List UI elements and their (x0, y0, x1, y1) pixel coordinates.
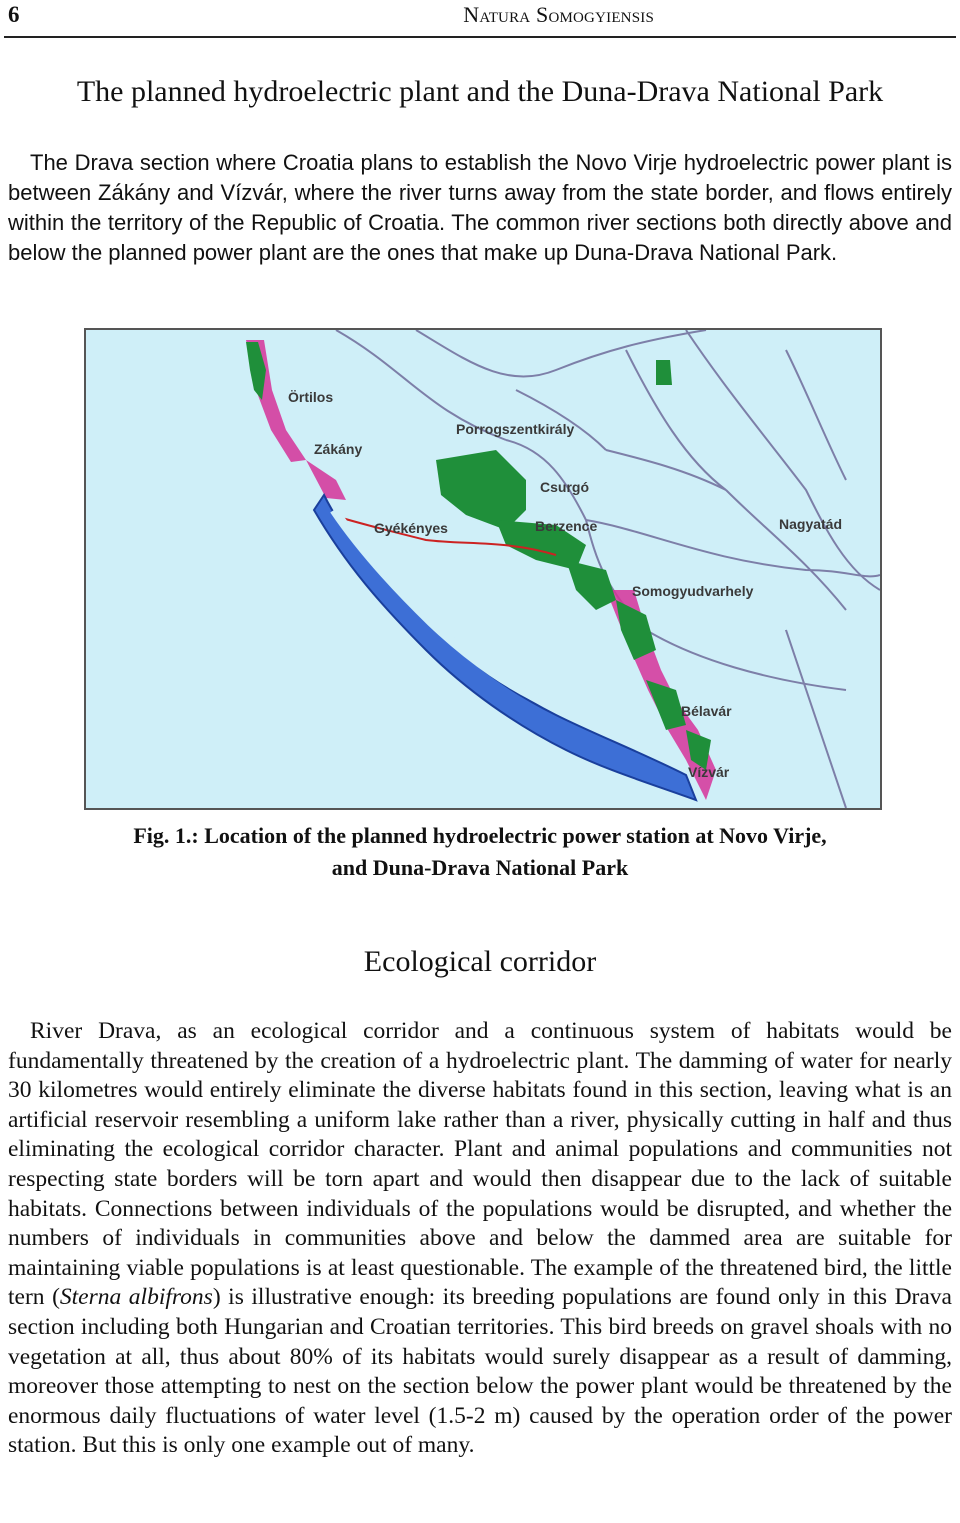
paragraph-ecological-corridor (8, 1017, 952, 1461)
paragraph-text-part-2: ) is illustrative enough: its breeding populations are found only in this Drava section including both Hungarian and Croatian territories. This bird breeds on gravel shoals with no vegetation at all, thus about 80% of its habitats would surely disappear as a result of damming, moreover those attempting to nest on the section below the power plant would be threatened by the enormous daily fluctuations of water level (1.5-2 m) caused by the operation order of the power station. But this is only one example out of many. (8, 1284, 952, 1459)
page-number: 6 (8, 2, 20, 27)
section-title-hydroelectric: The planned hydroelectric plant and the Duna-Drava National Park (76, 75, 884, 108)
map-label-belavar: Bélavár (681, 703, 732, 719)
map-label-porrogszentkiraly: Porrogszentkirály (456, 421, 575, 437)
map-label-zakany: Zákány (314, 441, 363, 457)
species-name: Sterna albifrons (59, 1284, 213, 1311)
map-label-gyekenyes: Gyékényes (374, 520, 448, 536)
map-svg (86, 330, 880, 808)
map-label-somogyudvarhely: Somogyudvarhely (632, 583, 754, 599)
section-title-ecological-corridor: Ecological corridor (363, 945, 597, 978)
page-header (0, 0, 960, 36)
map-label-berzence: Berzence (535, 518, 598, 534)
map-label-vizvar: Vízvár (688, 764, 730, 780)
paragraph-drava-section: The Drava section where Croatia plans to establish the Novo Virje hydroelectric power plant is between Zákány and Vízvár, where the river turns away from the state border, and flows entirely within the territory of the Republic of Croatia. The common river sections both directly above and below the planned power plant are the ones that make up Duna-Drava National Park. (8, 150, 952, 265)
figure-map (84, 328, 882, 810)
map-label-ortilos: Örtilos (288, 389, 334, 405)
paragraph-text-part-1: River Drava, as an ecological corridor and a continuous system of habitats would be fundamentally threatened by the creation of a hydroelectric plant. The damming of water for nearly 30 kilometres would entirely eliminate the diverse habitats found in this section, leaving what is an artificial reservoir resembling a uniform lake rather than a river, physically cutting in half and thus eliminating the ecological corridor character. Plant and animal populations and communities not respecting state borders will be torn apart and would then disappear due to the lack of suitable habitats. Connections between individuals of the populations would be disrupted, and whether the numbers of individuals in communities above and below the dammed area are suitable for maintaining viable populations is at least questionable. The example of the threatened bird, the little tern ( (8, 1018, 952, 1311)
figure-caption (0, 820, 960, 884)
road-network (336, 330, 880, 808)
national-park-area (246, 342, 711, 770)
caption-line-1: Fig. 1.: Location of the planned hydroelectric power station at Novo Virje, (133, 823, 827, 848)
journal-running-head: Natura Somogyiensis (463, 2, 654, 27)
header-rule (4, 36, 956, 38)
map-label-nagyatad: Nagyatád (779, 516, 843, 532)
protected-area (246, 340, 716, 800)
caption-line-2: and Duna-Drava National Park (331, 855, 629, 880)
map-label-csurgo: Csurgó (540, 479, 589, 495)
